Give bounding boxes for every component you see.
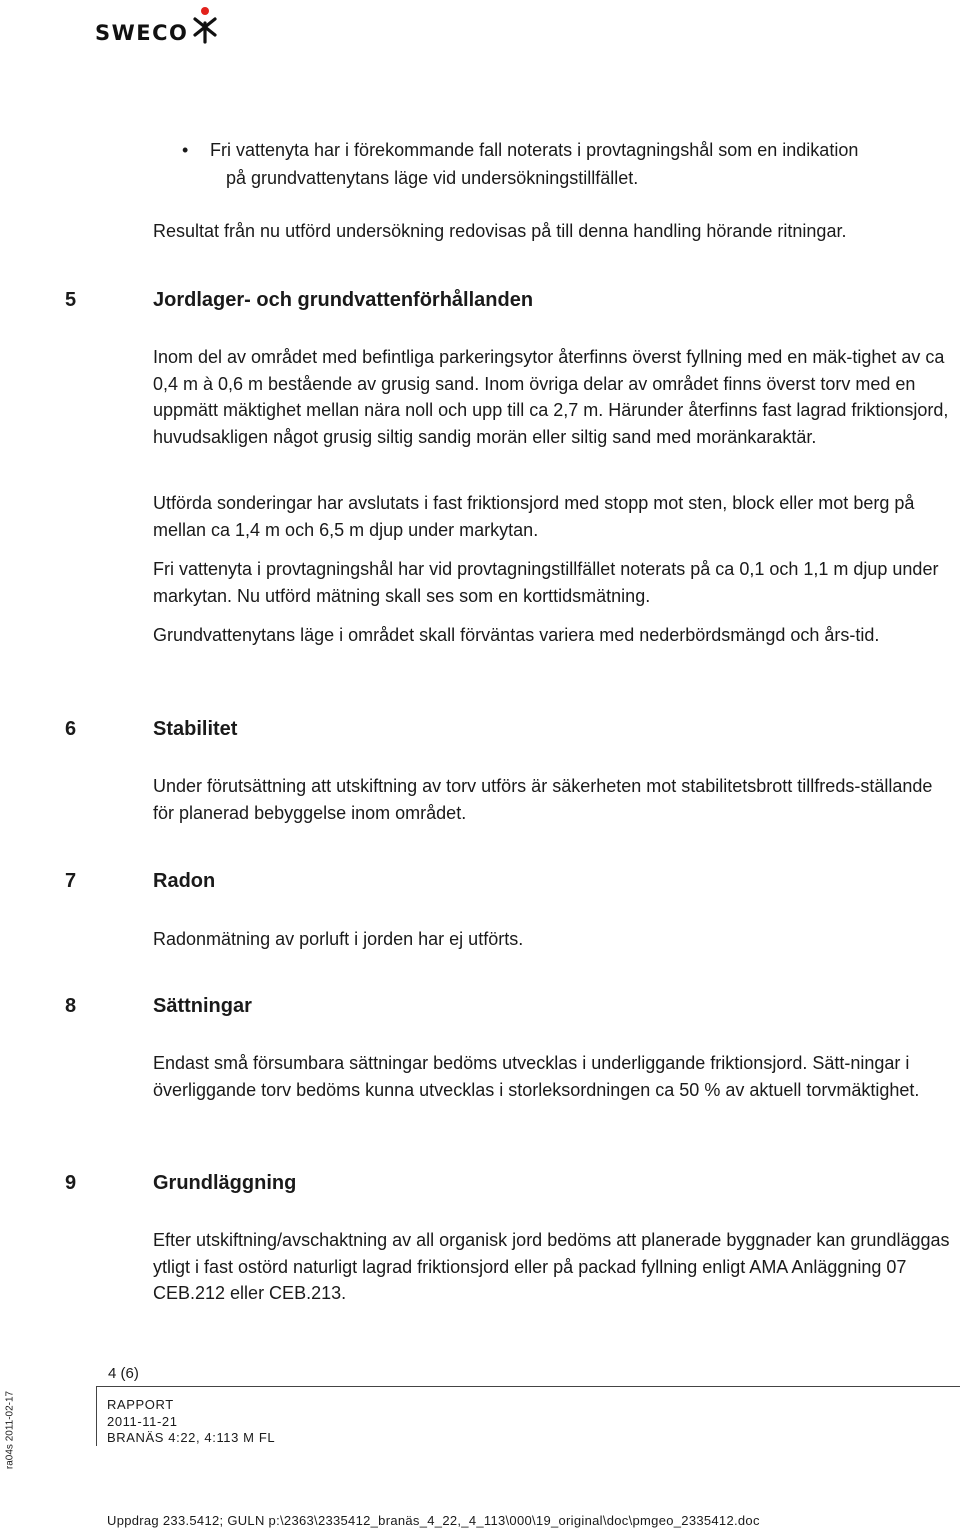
results-paragraph: Resultat från nu utförd undersökning redovisas på till denna handling hörande ritningar.: [153, 221, 847, 241]
section-5-title: Jordlager- och grundvattenförhållanden: [153, 289, 534, 311]
footer-divider-tick: [96, 1386, 97, 1446]
section-7-number: 7: [65, 870, 77, 892]
section-8-number: 8: [65, 995, 77, 1017]
section-5-paragraph-3: Fri vattenyta i provtagningshål har vid provtagningstillfället noterats på ca 0,1 och 1,1 m djup under markytan. Nu utförd mätning skall ses som en korttidsmätning.: [153, 559, 939, 606]
section-7-paragraph: Radonmätning av porluft i jorden har ej utförts.: [153, 929, 524, 949]
bullet-line-2: på grundvattenytans läge vid undersökningstillfället.: [226, 168, 639, 188]
footer-divider: [96, 1386, 960, 1387]
section-9-paragraph: Efter utskiftning/avschaktning av all organisk jord bedöms att planerade byggnader kan grundläggas ytligt i fast ostörd naturligt lagrad friktionsjord eller på packad fyllning enligt AMA Anläggning 07 CEB.212 eller CEB.213.: [153, 1230, 950, 1303]
section-5-paragraph-2: Utförda sonderingar har avslutats i fast friktionsjord med stopp mot sten, block eller mot berg på mellan ca 1,4 m och 6,5 m djup under markytan.: [153, 493, 915, 540]
bullet-line-1: Fri vattenyta har i förekommande fall noterats i provtagningshål som en indikation: [210, 140, 859, 160]
bullet-dot-icon: •: [182, 140, 189, 160]
bullet-text: [186, 136, 946, 192]
section-6-number: 6: [65, 718, 77, 740]
section-9-title: Grundläggning: [153, 1172, 297, 1194]
doc-date: 2011-11-21: [107, 1413, 178, 1429]
project-name: BRANÄS 4:22, 4:113 M FL: [107, 1430, 276, 1445]
page-number: 4 (6): [108, 1365, 139, 1382]
section-6-title: Stabilitet: [153, 718, 238, 740]
section-6-paragraph: Under förutsättning att utskiftning av torv utförs är säkerheten mot stabilitetsbrott tillfreds-ställande för planerad bebyggelse inom området.: [153, 776, 933, 823]
section-8-title: Sättningar: [153, 995, 252, 1017]
doc-type: RAPPORT: [107, 1397, 174, 1412]
bullet-item: [182, 136, 946, 192]
section-5-paragraph-4: Grundvattenytans läge i området skall förväntas variera med nederbördsmängd och års-tid.: [153, 625, 880, 645]
section-7-title: Radon: [153, 870, 216, 892]
footer-metadata: [107, 1397, 275, 1447]
section-8-paragraph: Endast små försumbara sättningar bedöms utvecklas i underliggande friktionsjord. Sätt-ningar i överliggande torv bedöms kunna utvecklas i storleksordningen ca 50 % av aktuell torvmäktighet.: [153, 1053, 920, 1100]
sweco-logo: [95, 4, 220, 44]
template-code: ra04s 2011-02-17: [4, 1390, 16, 1470]
sweco-figure-icon: [192, 6, 220, 44]
file-path: Uppdrag 233.5412; GULN p:\2363\2335412_branäs_4_22,_4_113\000\19_original\doc\pmgeo_2335412.doc: [107, 1513, 760, 1528]
section-5-number: 5: [65, 289, 77, 311]
section-9-number: 9: [65, 1172, 77, 1194]
logo-text: SWECO: [95, 21, 189, 45]
section-5-paragraph-1: Inom del av området med befintliga parkeringsytor återfinns överst fyllning med en mäk-tighet av ca 0,4 m à 0,6 m bestående av grusig sand. Inom övriga delar av området finns överst torv med en uppmätt mäktighet mellan nära noll och upp till ca 2,7 m. Härunder återfinns fast lagrad friktionsjord, huvudsakligen något grusig siltig sandig morän eller siltig sand med moränkaraktär.: [153, 347, 949, 447]
